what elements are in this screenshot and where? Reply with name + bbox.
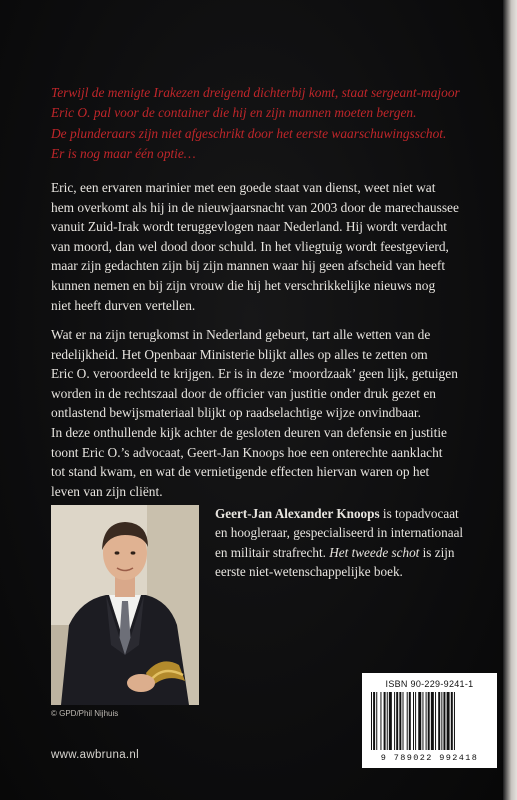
blurb-paragraph-1 bbox=[51, 178, 491, 315]
teaser-line: De plunderaars zijn niet afgeschrikt door het eerste waarschuwingsschot. bbox=[51, 125, 447, 141]
barcode-bar bbox=[413, 692, 414, 750]
blurb-line: ontlastend bewijsmateriaal blijkt op raadselachtige wijze onvindbaar. bbox=[51, 405, 421, 421]
barcode-bar bbox=[443, 692, 445, 750]
barcode-bar bbox=[422, 692, 423, 750]
teaser-text bbox=[51, 83, 491, 165]
blurb-line: toont Eric O.’s advocaat, Geert-Jan Knoops hoe een onterechte aanklacht bbox=[51, 444, 443, 460]
barcode-bar bbox=[409, 692, 411, 750]
barcode-bar bbox=[435, 692, 436, 750]
author-portrait-illustration bbox=[51, 505, 199, 705]
bio-line: eerste niet-wetenschappelijke boek. bbox=[215, 564, 403, 580]
isbn-label: ISBN 90-229-9241-1 bbox=[385, 679, 474, 689]
ean-digits: 9 789022 992418 bbox=[380, 753, 479, 763]
barcode-bar bbox=[403, 692, 404, 750]
publisher-website: www.awbruna.nl bbox=[51, 749, 139, 761]
barcode-bar bbox=[431, 692, 434, 750]
bio-line bbox=[215, 504, 495, 523]
blurb-line: tot stand kwam, en wat de vernietigende effecten hiervan waren op het bbox=[51, 464, 430, 480]
blurb-line: redelijkheid. Het Openbaar Ministerie blijkt alles op alles te zetten om bbox=[51, 346, 428, 362]
author-photo bbox=[51, 505, 199, 705]
author-bio bbox=[215, 504, 495, 582]
blurb-paragraph-2 bbox=[51, 325, 491, 501]
bio-line bbox=[215, 543, 495, 562]
barcode-bars bbox=[371, 692, 488, 752]
photo-credit: © GPD/Phil Nijhuis bbox=[51, 709, 119, 718]
blurb-line: In deze onthullende kijk achter de gesloten deuren van defensie en justitie bbox=[51, 424, 447, 440]
teaser-line: Er is nog maar één optie… bbox=[51, 146, 196, 162]
barcode-bar bbox=[426, 692, 427, 750]
bio-text: is topadvocaat bbox=[379, 506, 459, 521]
barcode-bar bbox=[371, 692, 372, 750]
barcode-bar bbox=[447, 692, 450, 750]
barcode-bar bbox=[451, 692, 453, 750]
blurb-line: hem overkomt als hij in de nieuwjaarsnacht van 2003 door de marechaussee bbox=[51, 199, 459, 215]
barcode-bar bbox=[407, 692, 408, 750]
page-edge bbox=[503, 0, 517, 800]
blurb-line: vanuit Zuid-Irak wordt teruggevlogen naar Nederland. Hij wordt verdacht bbox=[51, 219, 447, 235]
blurb-line: leven van zijn cliënt. bbox=[51, 483, 163, 499]
blurb-line: Eric O. veroordeeld te krijgen. Er is in deze ‘moordzaak’ geen lijk, getuigen bbox=[51, 366, 458, 382]
barcode-bar bbox=[428, 692, 430, 750]
barcode-bar bbox=[399, 692, 401, 750]
barcode-bar bbox=[384, 692, 386, 750]
barcode-bar bbox=[441, 692, 442, 750]
blurb-line: Eric, een ervaren marinier met een goede staat van dienst, weet niet wat bbox=[51, 180, 436, 195]
bio-text: is zijn bbox=[419, 544, 455, 560]
blurb-line: kunnen nemen en bij zijn vrouw die hij het verschrikkelijke nieuws nog bbox=[51, 277, 436, 293]
blurb-line: Wat er na zijn terugkomst in Nederland gebeurt, tart alle wetten van de bbox=[51, 327, 431, 342]
barcode-bar bbox=[387, 692, 388, 750]
bio-text: en militair strafrecht. bbox=[215, 544, 330, 560]
blurb-line: worden in de rechtszaal door de officier van justitie onder druk gezet en bbox=[51, 385, 436, 401]
teaser-line: Terwijl de menigte Irakezen dreigend dichterbij komt, staat sergeant-majoor bbox=[51, 85, 460, 100]
barcode-bar bbox=[418, 692, 421, 750]
barcode-bar bbox=[394, 692, 395, 750]
teaser-line: Eric O. pal voor de container die hij en zijn mannen moeten bergen. bbox=[51, 105, 417, 121]
barcode-bar bbox=[454, 692, 455, 750]
barcode-bar bbox=[396, 692, 398, 750]
book-title: Het tweede schot bbox=[329, 544, 420, 560]
bio-line: en hoogleraar, gespecialiseerd in internationaal bbox=[215, 525, 464, 541]
barcode-bar bbox=[438, 692, 440, 750]
barcode-bar bbox=[376, 692, 377, 750]
isbn-barcode bbox=[362, 673, 497, 768]
barcode-bar bbox=[373, 692, 375, 750]
blurb-line: maar zijn gedachten zijn bij zijn mannen waar hij geen afscheid van heeft bbox=[51, 258, 446, 274]
author-name: Geert-Jan Alexander Knoops bbox=[215, 506, 380, 521]
blurb-line: van moord, dan wel dood door schuld. In het vliegtuig wordt feestgevierd, bbox=[51, 238, 449, 254]
barcode-bar bbox=[380, 692, 381, 750]
blurb-line: niet heeft durven vertellen. bbox=[51, 297, 196, 313]
barcode-bar bbox=[415, 692, 416, 750]
barcode-bar bbox=[389, 692, 392, 750]
